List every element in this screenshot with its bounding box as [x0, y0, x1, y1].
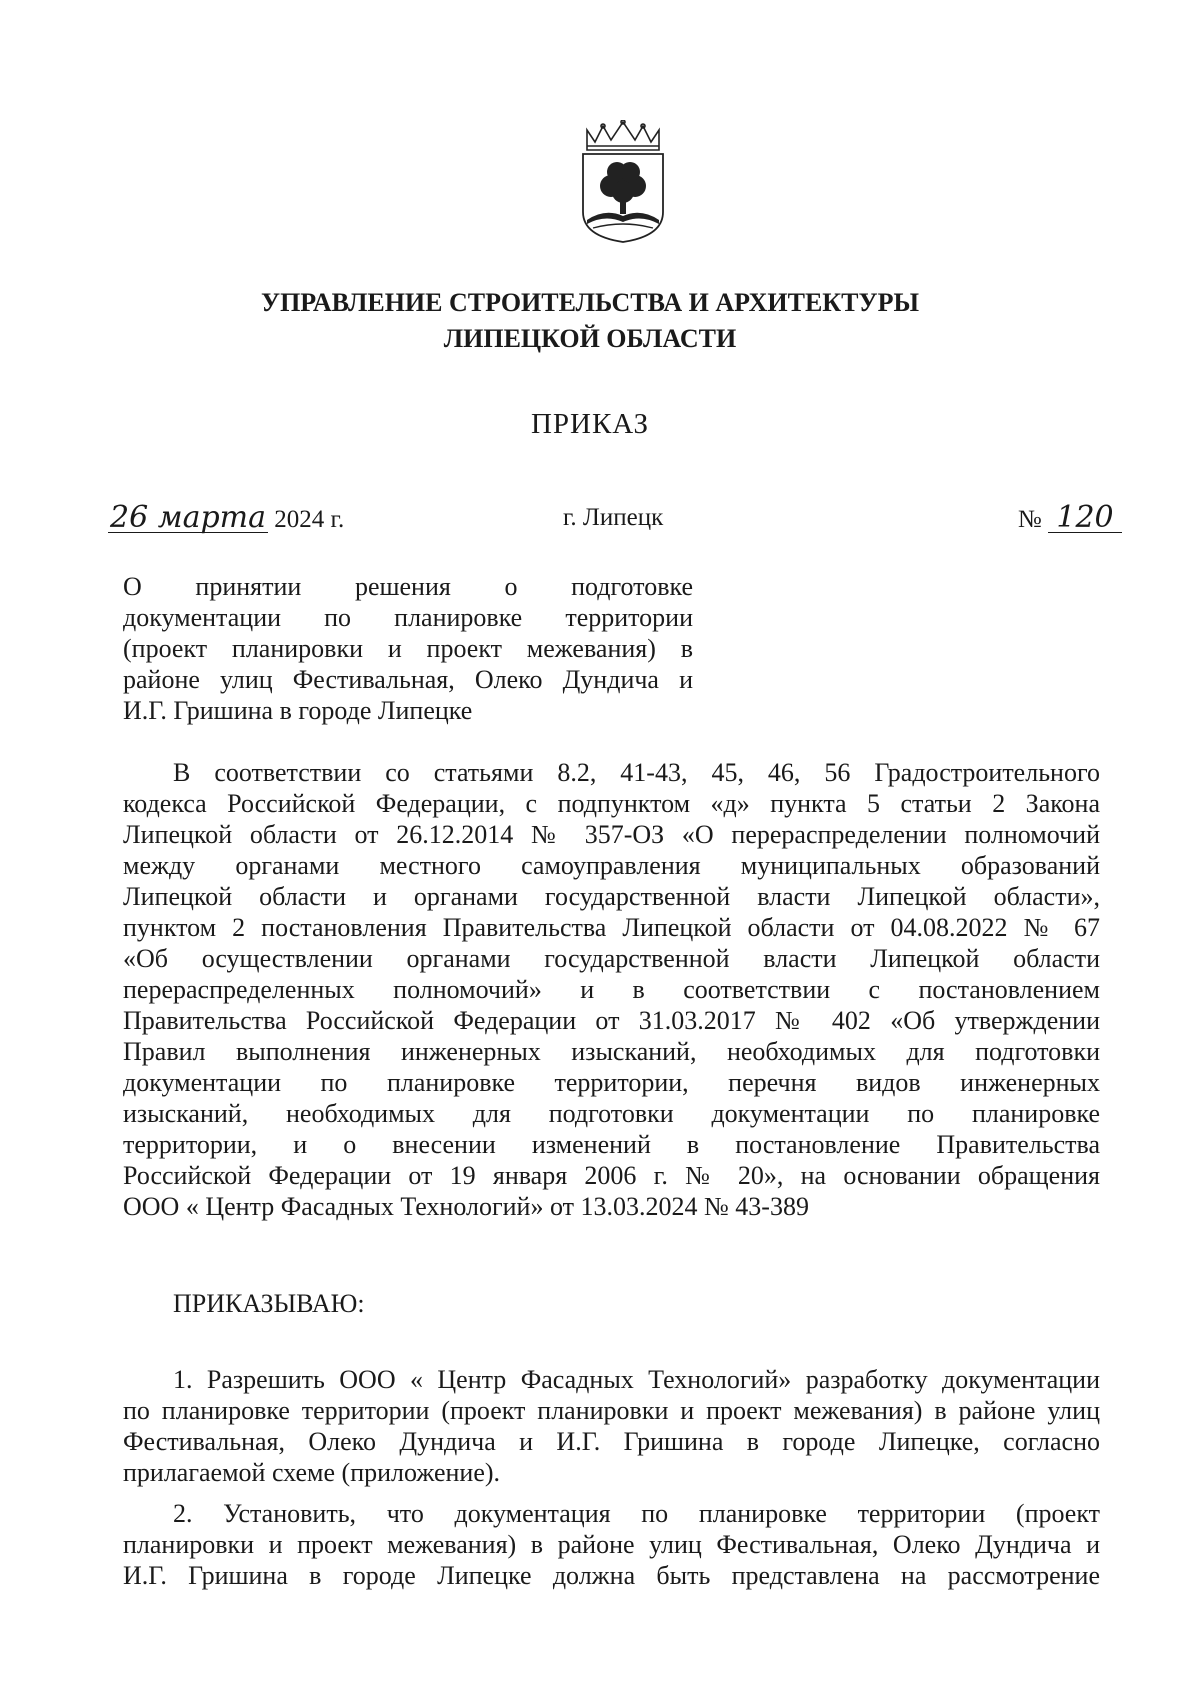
preamble-line: В соответствии со статьями 8.2, 41-43, 45, 46, 56 Градостроительного [173, 758, 1100, 787]
document-number [1017, 500, 1122, 535]
preamble-line: между органами местного самоуправления муниципальных образований [123, 851, 1100, 880]
subject-line: О принятии решения о подготовке [123, 572, 693, 601]
item-1-line: по планировке территории (проект планировки и проект межевания) в районе улиц [123, 1396, 1100, 1425]
preamble-line: территории, и о внесении изменений в постановление Правительства [123, 1130, 1100, 1159]
preamble-line: Правительства Российской Федерации от 31.03.2017 № 402 «Об утверждении [123, 1006, 1100, 1035]
subject-line: (проект планировки и проект межевания) в [123, 634, 693, 663]
document-subject [123, 571, 693, 726]
item-1-line: прилагаемой схеме (приложение). [123, 1458, 501, 1487]
order-directive: ПРИКАЗЫВАЮ: [173, 1289, 365, 1318]
handwritten-date: 26 марта [110, 500, 267, 535]
preamble-line: пунктом 2 постановления Правительства Липецкой области от 04.08.2022 № 67 [123, 913, 1100, 942]
organization-line-2: ЛИПЕЦКОЙ ОБЛАСТИ [443, 324, 737, 353]
item-2-line: 2. Установить, что документация по планировке территории (проект [173, 1499, 1100, 1528]
number-sign: № [1017, 506, 1042, 533]
preamble-line: перераспределенных полномочий» и в соответствии с постановлением [123, 975, 1100, 1004]
preamble-line: документации по планировке территории, перечня видов инженерных [123, 1068, 1100, 1097]
preamble-line: «Об осуществлении органами государственной власти Липецкой области [123, 944, 1100, 973]
date-year: 2024 г. [274, 506, 345, 533]
preamble-line: Липецкой области от 26.12.2014 № 357-ОЗ «О перераспределении полномочий [123, 820, 1100, 849]
preamble-line: изысканий, необходимых для подготовки документации по планировке [123, 1099, 1100, 1128]
preamble-line: ООО « Центр Фасадных Технологий» от 13.03.2024 № 43-389 [123, 1192, 809, 1221]
document-city: г. Липецк [563, 504, 664, 531]
preamble-line: Правил выполнения инженерных изысканий, необходимых для подготовки [123, 1037, 1100, 1066]
item-2-line: планировки и проект межевания) в районе улиц Фестивальная, Олеко Дундича и [123, 1530, 1100, 1559]
subject-line: районе улиц Фестивальная, Олеко Дундича и [123, 665, 693, 694]
lipetsk-coat-of-arms-icon [573, 120, 673, 244]
organization-name [180, 285, 1000, 357]
document-date [108, 500, 345, 535]
handwritten-number: 120 [1048, 504, 1122, 533]
item-1-line: Фестивальная, Олеко Дундича и И.Г. Гришина в городе Липецке, согласно [123, 1427, 1100, 1456]
document-type: ПРИКАЗ [530, 408, 650, 440]
item-gap [123, 1488, 1100, 1498]
item-1-line: 1. Разрешить ООО « Центр Фасадных Технологий» разработку документации [173, 1365, 1100, 1394]
subject-line: И.Г. Гришина в городе Липецке [123, 696, 473, 725]
item-2-line: И.Г. Гришина в городе Липецке должна быть представлена на рассмотрение [123, 1561, 1100, 1590]
preamble-paragraph [123, 757, 1100, 1222]
preamble-line: Липецкой области и органами государственной власти Липецкой области», [123, 882, 1100, 911]
subject-line: документации по планировке территории [123, 603, 693, 632]
preamble-line: Российской Федерации от 19 января 2006 г. № 20», на основании обращения [123, 1161, 1100, 1190]
organization-line-1: УПРАВЛЕНИЕ СТРОИТЕЛЬСТВА И АРХИТЕКТУРЫ [260, 288, 919, 317]
preamble-line: кодекса Российской Федерации, с подпунктом «д» пункта 5 статьи 2 Закона [123, 789, 1100, 818]
order-items [123, 1364, 1100, 1591]
